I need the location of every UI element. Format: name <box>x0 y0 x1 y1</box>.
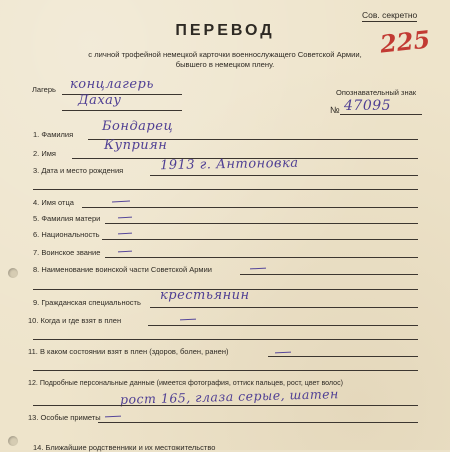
id-prefix: № <box>330 105 340 115</box>
rule <box>82 207 418 208</box>
blank-dash <box>105 416 121 418</box>
rule <box>268 356 418 357</box>
rule <box>98 422 418 423</box>
blank-dash <box>180 319 196 321</box>
punch-hole <box>8 268 18 278</box>
rule <box>33 339 418 340</box>
rule <box>240 274 418 275</box>
field-label: 14. Ближайшие родственники и их местожительство <box>33 443 216 452</box>
field-label: 13. Особые приметы <box>28 413 101 422</box>
blank-dash <box>118 217 132 219</box>
subtitle-line: бывшего в немецком плену. <box>175 60 275 69</box>
field-label: 2. Имя <box>33 149 56 158</box>
blank-dash <box>118 251 132 253</box>
rule <box>340 114 422 115</box>
id-number: 47095 <box>344 98 392 114</box>
camp-label: Лагерь <box>32 85 56 94</box>
field-label: 1. Фамилия <box>33 130 74 139</box>
camp-value: Дахау <box>78 93 122 108</box>
field-label: 3. Дата и место рождения <box>33 166 124 175</box>
field-label: 7. Воинское звание <box>33 248 101 257</box>
secret-number: 225 <box>378 24 432 59</box>
rule <box>62 110 182 111</box>
secrecy-stamp: Сов. секретно <box>362 10 418 20</box>
surname-value: Бондарец <box>102 119 174 134</box>
blank-dash <box>112 201 130 203</box>
rule <box>102 239 418 240</box>
rule <box>33 405 418 406</box>
document-subtitle <box>40 50 410 70</box>
rule <box>33 189 418 190</box>
civil-specialty-value: крестьянин <box>160 288 250 303</box>
id-label: Опознавательный знак <box>336 88 417 97</box>
rule <box>33 370 418 371</box>
punch-hole <box>8 436 18 446</box>
rule <box>105 257 418 258</box>
rule <box>105 223 418 224</box>
rule <box>148 325 418 326</box>
field-label: 5. Фамилия матери <box>33 214 101 223</box>
field-label: 11. В каком состоянии взят в плен (здоров, болен, ранен) <box>28 347 229 356</box>
camp-value: концлагерь <box>70 77 154 92</box>
field-label: 6. Национальность <box>33 230 100 239</box>
blank-dash <box>250 268 266 270</box>
document-title: ПЕРЕВОД <box>175 22 275 39</box>
field-label: 8. Наименование воинской части Советской Армии <box>33 265 212 274</box>
blank-dash <box>118 233 132 235</box>
field-label: 10. Когда и где взят в плен <box>28 316 122 325</box>
birth-value: 1913 г. Антоновка <box>159 155 299 174</box>
personal-data-value: рост 165, глаза серые, шатен <box>119 386 340 407</box>
field-label: 12. Подробные персональные данные (имеется фотография, оттиск пальцев, рост, цвет волос) <box>28 379 344 387</box>
subtitle-line: с личной трофейной немецкой карточки военнослужащего Советской Армии, <box>88 50 362 59</box>
rule <box>150 307 418 308</box>
blank-dash <box>275 352 291 354</box>
field-label: 4. Имя отца <box>33 198 74 207</box>
field-label: 9. Гражданская специальность <box>33 298 141 307</box>
rule <box>150 175 418 176</box>
name-value: Куприян <box>104 138 168 153</box>
